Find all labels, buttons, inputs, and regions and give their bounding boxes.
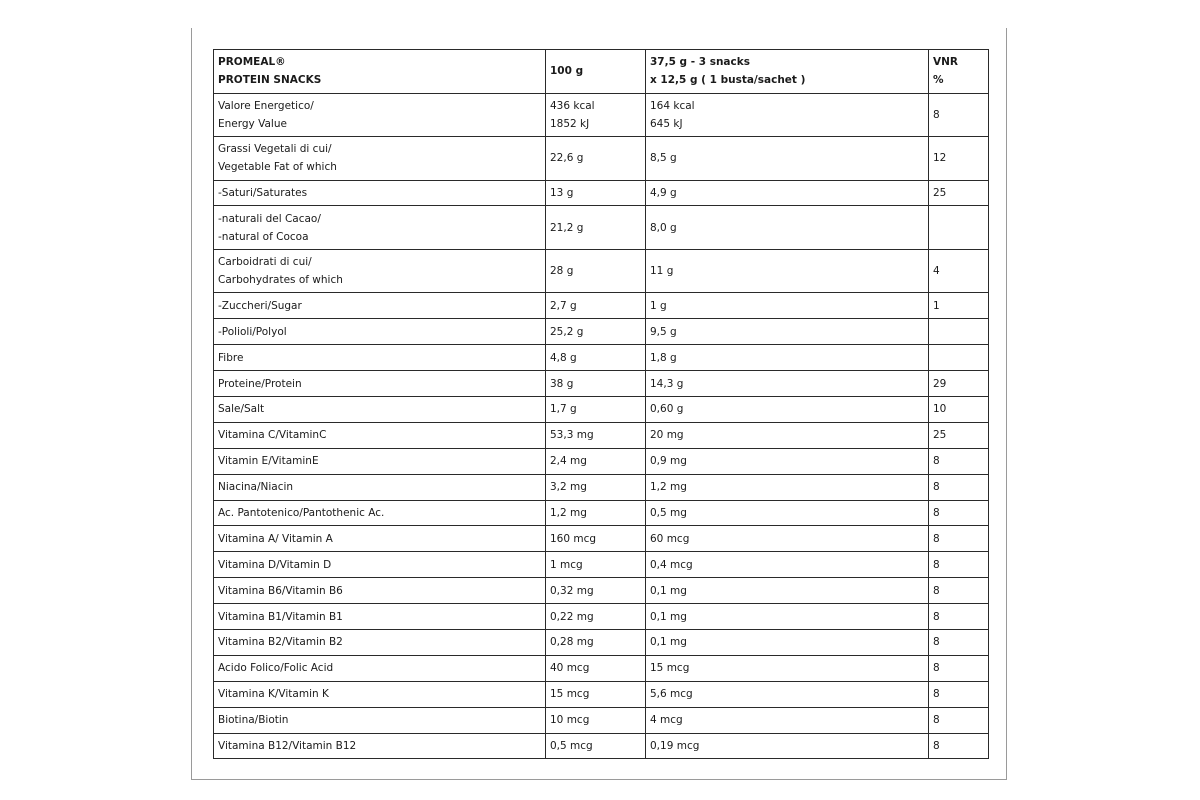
table-row — [214, 655, 989, 681]
value-per-100g: 53,3 mg — [546, 422, 646, 448]
table-row — [214, 206, 989, 250]
value-per-100g: 1,2 mg — [546, 500, 646, 526]
value-per-serving: 0,1 mg — [646, 578, 929, 604]
value-vnr — [929, 319, 989, 345]
serving-line1: 37,5 g - 3 snacks — [650, 56, 750, 69]
label-line2: -natural of Cocoa — [218, 230, 309, 243]
value-per-100g: 2,7 g — [546, 293, 646, 319]
nutrient-label — [214, 249, 546, 293]
table-row — [214, 293, 989, 319]
value-per-100g: 38 g — [546, 371, 646, 397]
value-per-serving: 8,5 g — [646, 137, 929, 181]
nutrient-label: Sale/Salt — [214, 396, 546, 422]
value-vnr — [929, 206, 989, 250]
value-per-100g: 13 g — [546, 180, 646, 206]
value-per-serving: 15 mcg — [646, 655, 929, 681]
value-per-100g: 10 mcg — [546, 707, 646, 733]
value-per-serving: 0,5 mg — [646, 500, 929, 526]
table-row — [214, 474, 989, 500]
label-line2: Vegetable Fat of which — [218, 161, 337, 174]
value-vnr: 8 — [929, 629, 989, 655]
table-row — [214, 396, 989, 422]
value-per-100g: 25,2 g — [546, 319, 646, 345]
nutrient-label: Vitamina D/Vitamin D — [214, 552, 546, 578]
value-vnr: 25 — [929, 180, 989, 206]
nutrient-label: Biotina/Biotin — [214, 707, 546, 733]
product-name-line2: PROTEIN SNACKS — [218, 74, 322, 87]
label-line2: Energy Value — [218, 117, 287, 130]
value-per-serving: 8,0 g — [646, 206, 929, 250]
nutrient-label — [214, 93, 546, 137]
value-vnr: 8 — [929, 733, 989, 759]
value-per-100g: 22,6 g — [546, 137, 646, 181]
nutrient-label: Vitamina C/VitaminC — [214, 422, 546, 448]
product-name-line1: PROMEAL® — [218, 56, 286, 69]
nutrient-label: Ac. Pantotenico/Pantothenic Ac. — [214, 500, 546, 526]
table-row — [214, 319, 989, 345]
value-vnr: 4 — [929, 249, 989, 293]
vnr-line2: % — [933, 74, 944, 87]
nutrient-label: Vitamina A/ Vitamin A — [214, 526, 546, 552]
table-row — [214, 707, 989, 733]
label-line1: -naturali del Cacao/ — [218, 212, 321, 225]
table-row — [214, 371, 989, 397]
table-row — [214, 578, 989, 604]
value-per-100g: 0,5 mcg — [546, 733, 646, 759]
value-per-100g: 0,32 mg — [546, 578, 646, 604]
value-per-serving: 0,4 mcg — [646, 552, 929, 578]
value-per-100g: 0,28 mg — [546, 629, 646, 655]
label-line1: Grassi Vegetali di cui/ — [218, 143, 332, 156]
value-per-100g: 28 g — [546, 249, 646, 293]
nutrient-label: Niacina/Niacin — [214, 474, 546, 500]
value-per-serving: 0,9 mg — [646, 448, 929, 474]
table-row — [214, 448, 989, 474]
value-vnr: 1 — [929, 293, 989, 319]
nutrient-label: Vitamina K/Vitamin K — [214, 681, 546, 707]
value-vnr: 10 — [929, 396, 989, 422]
table-row — [214, 93, 989, 137]
label-line2: Carbohydrates of which — [218, 274, 343, 287]
value-per-100g: 2,4 mg — [546, 448, 646, 474]
value-per-100g: 3,2 mg — [546, 474, 646, 500]
table-row — [214, 345, 989, 371]
value-kj: 1852 kJ — [550, 117, 590, 130]
table-row — [214, 681, 989, 707]
nutrition-table — [213, 49, 989, 759]
nutrient-label: Vitamina B1/Vitamin B1 — [214, 604, 546, 630]
value-per-serving: 0,19 mcg — [646, 733, 929, 759]
value-per-serving: 4 mcg — [646, 707, 929, 733]
label-line1: Valore Energetico/ — [218, 99, 314, 112]
value-vnr — [929, 345, 989, 371]
header-per-serving — [646, 50, 929, 94]
nutrient-label: Vitamin E/VitaminE — [214, 448, 546, 474]
table-row — [214, 526, 989, 552]
serving-line2: x 12,5 g ( 1 busta/sachet ) — [650, 74, 806, 87]
value-per-100g: 40 mcg — [546, 655, 646, 681]
nutrient-label: Fibre — [214, 345, 546, 371]
value-per-serving: 1,8 g — [646, 345, 929, 371]
value-per-100g — [546, 93, 646, 137]
header-product-name — [214, 50, 546, 94]
header-per-100g: 100 g — [546, 50, 646, 94]
value-per-serving: 4,9 g — [646, 180, 929, 206]
header-vnr — [929, 50, 989, 94]
nutrient-label: Vitamina B6/Vitamin B6 — [214, 578, 546, 604]
value-per-serving: 11 g — [646, 249, 929, 293]
value-vnr: 8 — [929, 578, 989, 604]
table-row — [214, 604, 989, 630]
value-per-serving: 1,2 mg — [646, 474, 929, 500]
value-vnr: 8 — [929, 526, 989, 552]
value-per-serving: 60 mcg — [646, 526, 929, 552]
value-kcal: 436 kcal — [550, 99, 595, 112]
table-row — [214, 249, 989, 293]
value-vnr: 8 — [929, 681, 989, 707]
value-vnr: 29 — [929, 371, 989, 397]
value-per-serving: 0,1 mg — [646, 604, 929, 630]
value-per-serving: 1 g — [646, 293, 929, 319]
value-vnr: 8 — [929, 448, 989, 474]
table-row — [214, 500, 989, 526]
nutrient-label: Proteine/Protein — [214, 371, 546, 397]
value-per-100g: 160 mcg — [546, 526, 646, 552]
value-vnr: 8 — [929, 500, 989, 526]
value-per-serving — [646, 93, 929, 137]
value-vnr: 8 — [929, 93, 989, 137]
value-vnr: 8 — [929, 474, 989, 500]
value-per-100g: 4,8 g — [546, 345, 646, 371]
value-per-serving: 5,6 mcg — [646, 681, 929, 707]
value-per-100g: 1 mcg — [546, 552, 646, 578]
nutrient-label: Acido Folico/Folic Acid — [214, 655, 546, 681]
value-per-100g: 0,22 mg — [546, 604, 646, 630]
value-per-serving: 0,1 mg — [646, 629, 929, 655]
value-vnr: 25 — [929, 422, 989, 448]
value-vnr: 8 — [929, 604, 989, 630]
nutrient-label: -Zuccheri/Sugar — [214, 293, 546, 319]
value-per-100g: 1,7 g — [546, 396, 646, 422]
nutrient-label — [214, 137, 546, 181]
nutrient-label: -Saturi/Saturates — [214, 180, 546, 206]
nutrient-label: Vitamina B2/Vitamin B2 — [214, 629, 546, 655]
value-kj: 645 kJ — [650, 117, 683, 130]
nutrient-label: -Polioli/Polyol — [214, 319, 546, 345]
label-line1: Carboidrati di cui/ — [218, 256, 312, 269]
vnr-line1: VNR — [933, 56, 958, 69]
table-header-row — [214, 50, 989, 94]
table-row — [214, 180, 989, 206]
value-vnr: 12 — [929, 137, 989, 181]
value-vnr: 8 — [929, 552, 989, 578]
value-per-100g: 21,2 g — [546, 206, 646, 250]
value-per-serving: 20 mg — [646, 422, 929, 448]
table-row — [214, 137, 989, 181]
nutrient-label — [214, 206, 546, 250]
value-vnr: 8 — [929, 707, 989, 733]
value-per-serving: 9,5 g — [646, 319, 929, 345]
value-per-serving: 14,3 g — [646, 371, 929, 397]
value-vnr: 8 — [929, 655, 989, 681]
table-row — [214, 629, 989, 655]
table-row — [214, 733, 989, 759]
value-kcal: 164 kcal — [650, 99, 695, 112]
value-per-serving: 0,60 g — [646, 396, 929, 422]
table-row — [214, 552, 989, 578]
value-per-100g: 15 mcg — [546, 681, 646, 707]
table-row — [214, 422, 989, 448]
nutrient-label: Vitamina B12/Vitamin B12 — [214, 733, 546, 759]
